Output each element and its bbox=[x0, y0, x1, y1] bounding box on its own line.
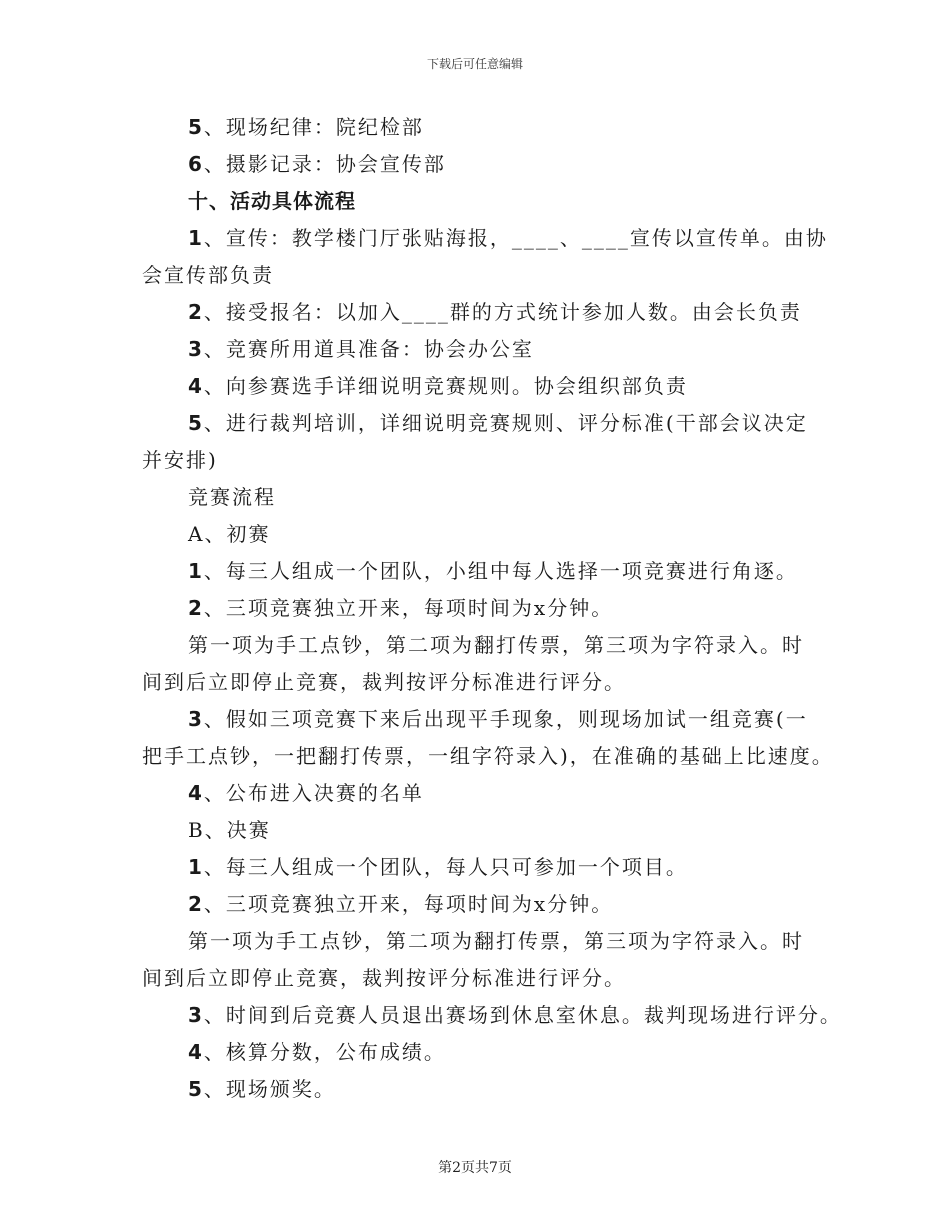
item-number: 2 bbox=[188, 596, 202, 620]
item-number: 3 bbox=[188, 337, 202, 361]
paragraph-text: 、宣传：教学楼门厅张贴海报，____、____宣传以宣传单。由协 bbox=[203, 226, 828, 250]
section-heading: 十、活动具体流程 bbox=[188, 189, 356, 213]
paragraph bbox=[188, 1002, 842, 1028]
paragraph bbox=[188, 299, 802, 325]
paragraph-text: 、每三人组成一个团队，小组中每人选择一项竞赛进行角逐。 bbox=[203, 559, 798, 583]
item-number: 4 bbox=[188, 781, 202, 805]
paragraph-text: 、进行裁判培训，详细说明竞赛规则、评分标准(干部会议决定 bbox=[203, 411, 808, 435]
paragraph-text: 、公布进入决赛的名单 bbox=[203, 781, 424, 805]
item-number: 1 bbox=[188, 559, 202, 583]
item-number: 3 bbox=[188, 707, 202, 731]
paragraph bbox=[188, 891, 613, 917]
item-number: 2 bbox=[188, 892, 202, 916]
item-number: 1 bbox=[188, 855, 202, 879]
item-number: 6 bbox=[188, 152, 202, 176]
paragraph-text: 、时间到后竞赛人员退出赛场到休息室休息。裁判现场进行评分。 bbox=[203, 1003, 842, 1027]
paragraph-continuation: 间到后立即停止竞赛，裁判按评分标准进行评分。 bbox=[142, 670, 626, 694]
paragraph bbox=[188, 336, 534, 362]
paragraph-text: 、三项竞赛独立开来，每项时间为x分钟。 bbox=[203, 596, 614, 620]
subheading: 竞赛流程 bbox=[188, 485, 276, 509]
paragraph bbox=[188, 854, 688, 880]
paragraph: 第一项为手工点钞，第二项为翻打传票，第三项为字符录入。时 bbox=[188, 633, 804, 657]
item-number: 5 bbox=[188, 411, 202, 435]
paragraph bbox=[188, 114, 424, 140]
paragraph-text: 、现场纪律：院纪检部 bbox=[203, 115, 424, 139]
item-number: 3 bbox=[188, 1003, 202, 1027]
item-number: 5 bbox=[188, 1077, 202, 1101]
item-number: 5 bbox=[188, 115, 202, 139]
paragraph bbox=[188, 410, 808, 436]
paragraph bbox=[188, 1039, 446, 1065]
paragraph-text: 、三项竞赛独立开来，每项时间为x分钟。 bbox=[203, 892, 614, 916]
paragraph-text: 、摄影记录：协会宣传部 bbox=[203, 152, 446, 176]
paragraph-text: 、现场颁奖。 bbox=[203, 1077, 336, 1101]
paragraph-text: 、每三人组成一个团队，每人只可参加一个项目。 bbox=[203, 855, 688, 879]
item-number: 2 bbox=[188, 300, 202, 324]
paragraph: 第一项为手工点钞，第二项为翻打传票，第三项为字符录入。时 bbox=[188, 929, 804, 953]
paragraph-text: 、竞赛所用道具准备：协会办公室 bbox=[203, 337, 534, 361]
item-number: 1 bbox=[188, 226, 202, 250]
paragraph bbox=[188, 558, 798, 584]
paragraph-text: 、向参赛选手详细说明竞赛规则。协会组织部负责 bbox=[203, 374, 688, 398]
page-header-note: 下载后可任意编辑 bbox=[426, 57, 523, 71]
item-number: 4 bbox=[188, 374, 202, 398]
paragraph-continuation: 并安排) bbox=[142, 448, 218, 472]
paragraph-text: 、接受报名：以加入____群的方式统计参加人数。由会长负责 bbox=[203, 300, 802, 324]
subheading: B、决赛 bbox=[188, 818, 271, 842]
paragraph bbox=[188, 1076, 336, 1102]
paragraph bbox=[188, 706, 808, 732]
paragraph-continuation: 会宣传部负责 bbox=[142, 263, 274, 287]
paragraph-continuation: 间到后立即停止竞赛，裁判按评分标准进行评分。 bbox=[142, 966, 626, 990]
paragraph bbox=[188, 151, 446, 177]
paragraph bbox=[188, 373, 688, 399]
paragraph bbox=[188, 780, 424, 806]
paragraph-text: 、假如三项竞赛下来后出现平手现象，则现场加试一组竞赛(一 bbox=[203, 707, 808, 731]
paragraph-continuation: 把手工点钞，一把翻打传票，一组字符录入)，在准确的基础上比速度。 bbox=[142, 744, 834, 768]
paragraph-text: 、核算分数，公布成绩。 bbox=[203, 1040, 446, 1064]
page-number: 第2页共7页 bbox=[438, 1160, 512, 1176]
subheading: A、初赛 bbox=[188, 522, 271, 546]
paragraph bbox=[188, 225, 828, 251]
paragraph bbox=[188, 595, 613, 621]
item-number: 4 bbox=[188, 1040, 202, 1064]
